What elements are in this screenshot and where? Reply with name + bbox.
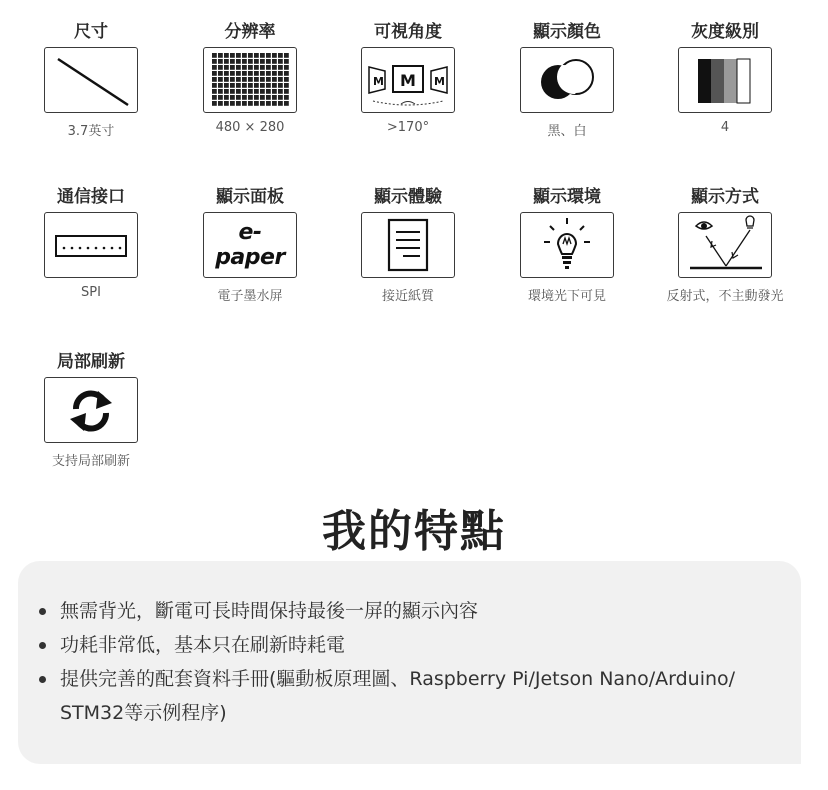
feature-item: 無需背光，斷電可長時間保持最後一屏的顯示內容	[60, 594, 801, 628]
feature-item: 功耗非常低，基本只在刷新時耗電	[60, 628, 801, 662]
spec-panel	[190, 186, 310, 304]
spec-title: 局部刷新	[57, 352, 125, 372]
spec-title: 分辨率	[224, 22, 276, 42]
e-paper-icon	[203, 212, 297, 278]
e-paper-icon-label: e-paper	[215, 220, 285, 270]
spec-title: 灰度級別	[691, 22, 759, 42]
spec-value: 電子墨水屏	[217, 289, 283, 304]
refresh-icon	[44, 377, 138, 443]
reflection-icon	[678, 212, 772, 278]
document-icon	[361, 212, 455, 278]
spec-value: 3.7英寸	[67, 124, 115, 139]
spec-value: SPI	[81, 285, 101, 300]
grayscale-bars-icon	[678, 47, 772, 113]
feature-item: 提供完善的配套資料手冊(驅動板原理圖、Raspberry Pi/Jetson Nano/Arduino/	[60, 662, 801, 696]
light-bulb-icon	[520, 212, 614, 278]
spec-title: 顯示顏色	[533, 22, 601, 42]
spec-title: 可視角度	[374, 22, 442, 42]
spec-value: 黑、白	[547, 124, 587, 139]
spec-size	[31, 21, 151, 139]
features-panel	[18, 561, 801, 764]
spec-grayscale	[665, 21, 785, 135]
spec-display-mode	[665, 186, 785, 304]
spec-value: 4	[720, 120, 730, 135]
spec-value: 接近紙質	[381, 289, 434, 304]
connector-icon	[44, 212, 138, 278]
spec-title: 尺寸	[74, 22, 108, 42]
spec-experience	[348, 186, 468, 304]
spec-value: >170°	[386, 120, 430, 135]
spec-display-color	[507, 21, 627, 139]
spec-value: 支持局部刷新	[51, 454, 130, 469]
diagonal-size-icon	[44, 47, 138, 113]
pixel-grid-icon	[203, 47, 297, 113]
svg-text:M: M	[373, 75, 384, 88]
feature-item-continued: STM32等示例程序)	[60, 702, 227, 724]
features-list	[18, 561, 801, 730]
svg-text:M: M	[434, 75, 445, 88]
features-heading: 我的特點	[322, 506, 506, 557]
spec-title: 顯示環境	[533, 187, 601, 207]
spec-title: 顯示方式	[691, 187, 759, 207]
spec-value: 480 × 280	[215, 120, 285, 135]
viewing-angle-icon	[361, 47, 455, 113]
black-white-circles-icon	[520, 47, 614, 113]
spec-viewing-angle	[348, 21, 468, 135]
spec-value: 反射式，不主動發光	[666, 289, 784, 304]
spec-resolution	[190, 21, 310, 135]
spec-title: 顯示體驗	[374, 187, 442, 207]
spec-environment	[507, 186, 627, 304]
spec-title: 通信接口	[57, 187, 125, 207]
svg-text:M: M	[400, 71, 416, 90]
spec-interface	[31, 186, 151, 300]
spec-partial-refresh	[31, 351, 151, 469]
spec-title: 顯示面板	[216, 187, 284, 207]
spec-value: 環境光下可見	[527, 289, 606, 304]
